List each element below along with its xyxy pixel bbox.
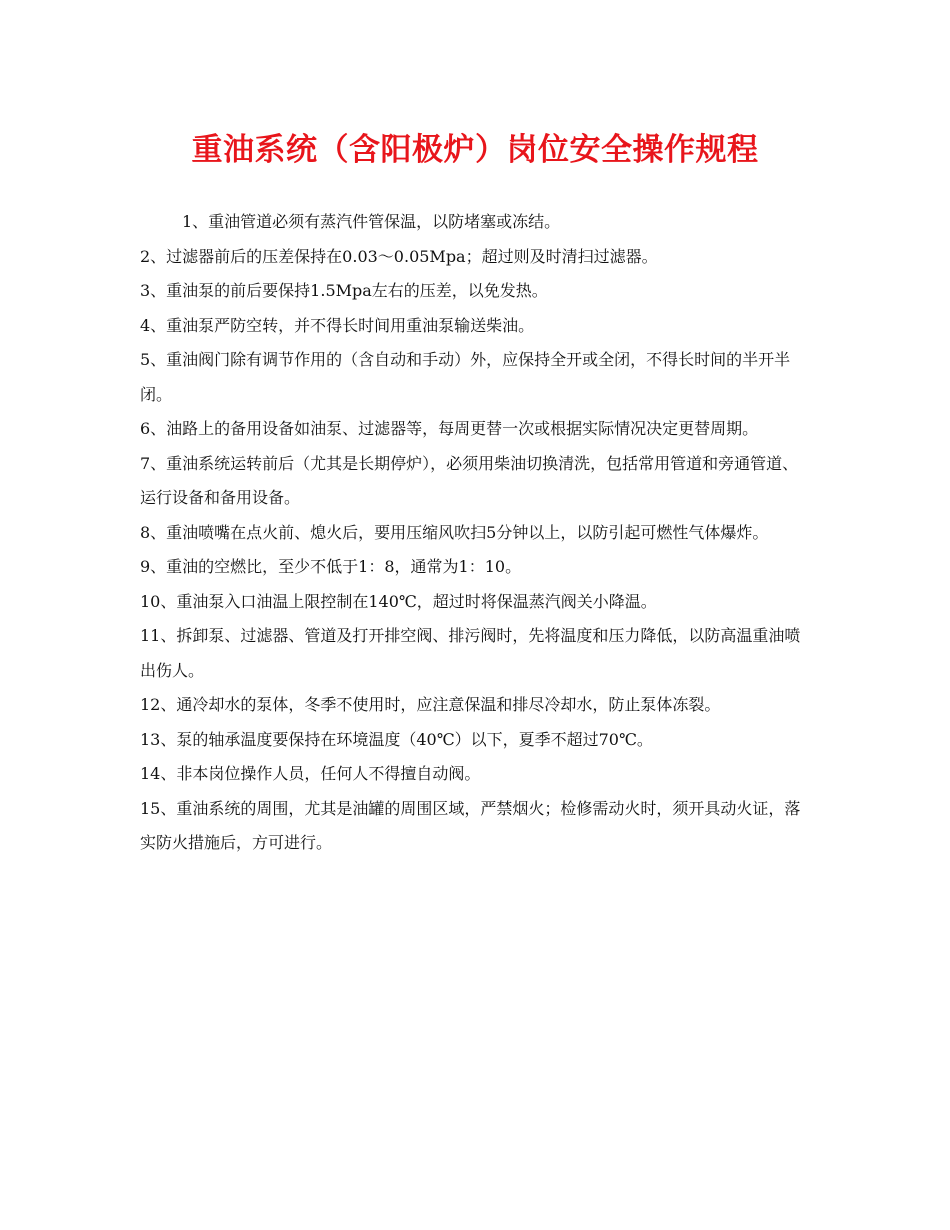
regulation-item-12: 12、通冷却水的泵体，冬季不使用时，应注意保温和排尽冷却水，防止泵体冻裂。: [140, 695, 721, 714]
regulation-item-13: 13、泵的轴承温度要保持在环境温度（40℃）以下，夏季不超过70℃。: [140, 729, 653, 749]
regulation-item-11: 11、拆卸泵、过滤器、管道及打开排空阀、排污阀时，先将温度和压力降低，以防高温重油喷出伤人。: [140, 626, 801, 680]
regulation-item-6: 6、油路上的备用设备如油泵、过滤器等，每周更替一次或根据实际情况决定更替周期。: [140, 419, 759, 438]
regulation-item-10: 10、重油泵入口油温上限控制在140℃，超过时将保温蒸汽阀关小降温。: [140, 591, 657, 611]
regulation-item-8: 8、重油喷嘴在点火前、熄火后，要用压缩风吹扫5分钟以上，以防引起可燃性气体爆炸。: [140, 522, 769, 542]
regulation-item-5: 5、重油阀门除有调节作用的（含自动和手动）外，应保持全开或全闭，不得长时间的半开半闭。: [140, 350, 791, 404]
regulation-item-9: 9、重油的空燃比，至少不低于1：8，通常为1：10。: [140, 557, 522, 576]
regulation-list: [140, 205, 814, 861]
regulation-item-7: 7、重油系统运转前后（尤其是长期停炉），必须用柴油切换清洗，包括常用管道和旁通管道、运行设备和备用设备。: [140, 453, 799, 507]
regulation-item-1: 1、重油管道必须有蒸汽件管保温，以防堵塞或冻结。: [182, 212, 561, 231]
regulation-item-15: 15、重油系统的周围，尤其是油罐的周围区域，严禁烟火；检修需动火时，须开具动火证，落实防火措施后，方可进行。: [140, 798, 801, 852]
page-title: 重油系统（含阳极炉）岗位安全操作规程: [191, 132, 759, 168]
regulation-item-3: 3、重油泵的前后要保持1.5Mpa左右的压差，以免发热。: [140, 281, 548, 300]
regulation-item-2: 2、过滤器前后的压差保持在0.03～0.05Mpa；超过则及时清扫过滤器。: [140, 246, 658, 266]
regulation-item-4: 4、重油泵严防空转，并不得长时间用重油泵输送柴油。: [140, 315, 535, 335]
regulation-item-14: 14、非本岗位操作人员，任何人不得擅自动阀。: [140, 764, 481, 783]
